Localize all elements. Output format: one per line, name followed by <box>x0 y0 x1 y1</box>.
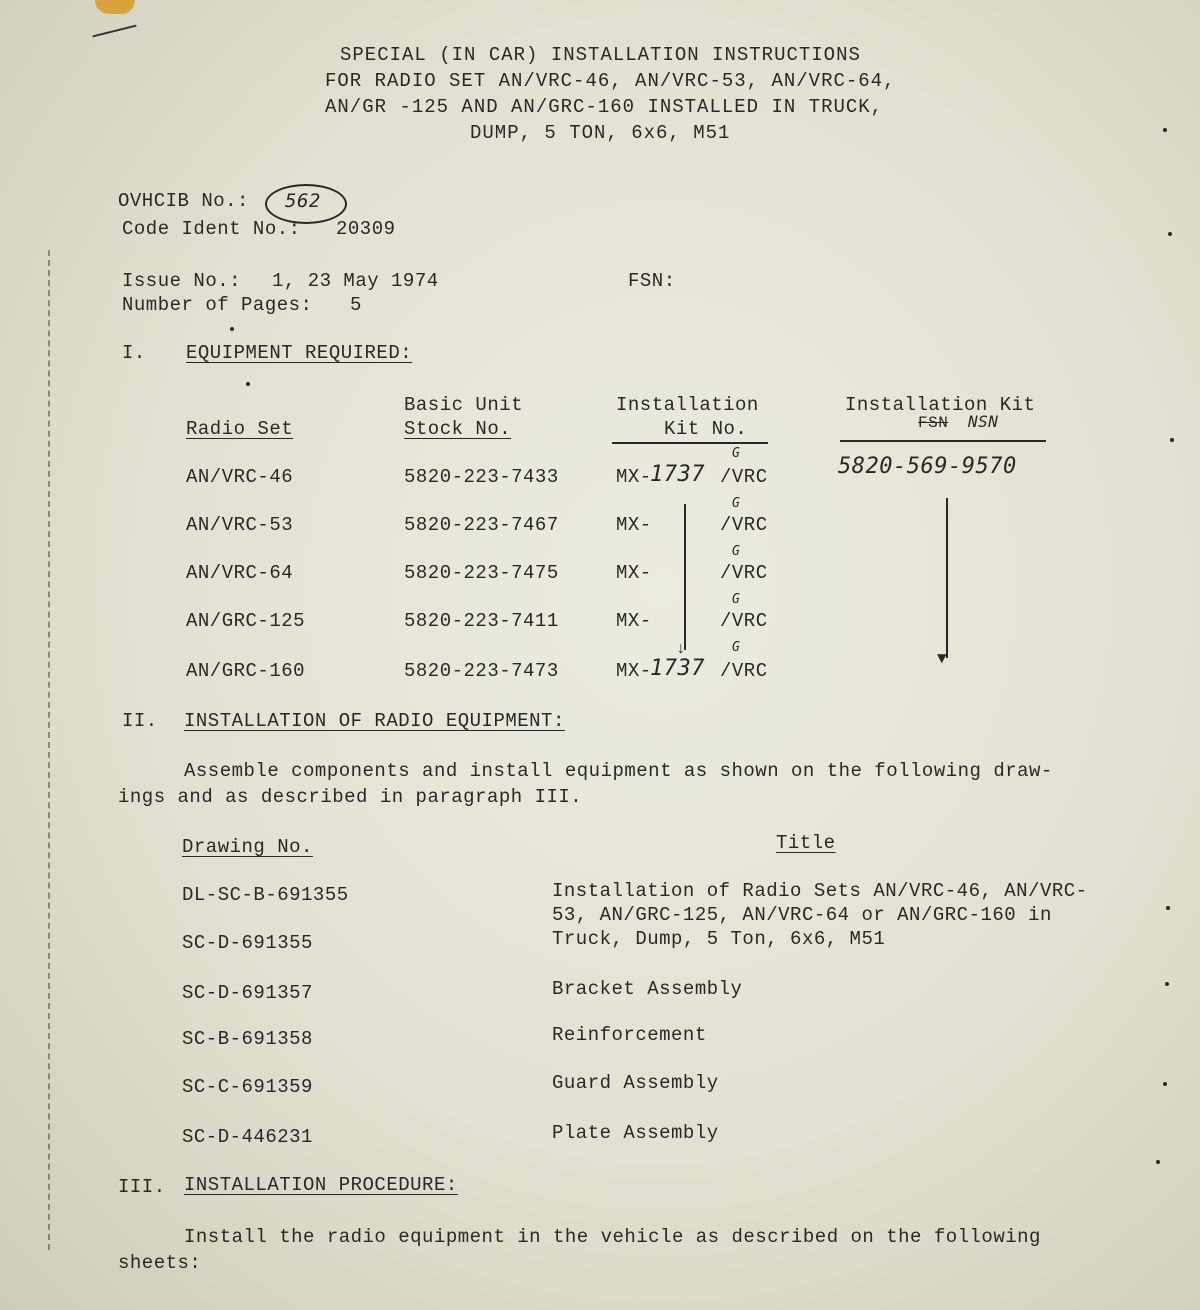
fsn-label: FSN: <box>628 270 676 292</box>
section-2-para-line-2: ings and as described in paragraph III. <box>118 786 583 808</box>
row-4-stock: 5820-223-7411 <box>404 610 559 632</box>
col-kit-no: Kit No. <box>664 418 748 440</box>
section-1-number: I. <box>122 342 146 364</box>
row-3-kit-prefix: MX- <box>616 562 652 584</box>
header-line-1: SPECIAL (IN CAR) INSTALLATION INSTRUCTIONS <box>340 44 861 66</box>
ovhcib-label: OVHCIB No.: <box>118 190 249 212</box>
drawing-4-title: Reinforcement <box>552 1024 707 1046</box>
margin-guide-line <box>48 250 50 1250</box>
ditto-arrow-kit <box>684 504 686 650</box>
row-1-g-mark: G <box>732 446 741 461</box>
col-installation: Installation <box>616 394 759 416</box>
section-3-number: III. <box>118 1176 166 1198</box>
col-radio-set: Radio Set <box>186 418 294 440</box>
speck <box>230 327 234 331</box>
row-1-kit-prefix: MX- <box>616 466 652 488</box>
row-4-kit-prefix: MX- <box>616 610 652 632</box>
col-drawing-no: Drawing No. <box>182 836 313 858</box>
underline-kit-no <box>612 442 768 444</box>
row-3-g-mark: G <box>732 544 741 559</box>
col-installation-kit: Installation Kit <box>845 394 1036 416</box>
speck <box>1165 982 1169 986</box>
speck <box>1163 1082 1167 1086</box>
row-4-kit-suffix: /VRC <box>720 610 768 632</box>
section-3-para-line-2: sheets: <box>118 1252 202 1274</box>
speck <box>1170 438 1174 442</box>
row-5-g-mark: G <box>732 640 741 655</box>
section-1-title: EQUIPMENT REQUIRED: <box>186 342 413 364</box>
row-1-kit-handwritten: 1737 <box>650 462 705 487</box>
drawing-6: SC-D-446231 <box>182 1126 313 1148</box>
row-5-kit-suffix: /VRC <box>720 660 768 682</box>
col-stock-no: Stock No. <box>404 418 512 440</box>
row-3-stock: 5820-223-7475 <box>404 562 559 584</box>
header-line-4: DUMP, 5 TON, 6x6, M51 <box>470 122 731 144</box>
section-2-title: INSTALLATION OF RADIO EQUIPMENT: <box>184 710 565 732</box>
kit-nsn-handwritten: 5820-569-9570 <box>838 454 1017 479</box>
drawing-5: SC-C-691359 <box>182 1076 313 1098</box>
drawing-title-line-1: Installation of Radio Sets AN/VRC-46, AN/VRC- <box>552 880 1088 902</box>
col-fsn-struck: FSN <box>918 414 949 432</box>
row-2-kit-suffix: /VRC <box>720 514 768 536</box>
ditto-arrowhead-kit: ↓ <box>676 640 686 658</box>
row-3-kit-suffix: /VRC <box>720 562 768 584</box>
row-1-kit-suffix: /VRC <box>720 466 768 488</box>
drawing-2: SC-D-691355 <box>182 932 313 954</box>
row-5-kit-handwritten: 1737 <box>650 656 705 681</box>
header-line-2: FOR RADIO SET AN/VRC-46, AN/VRC-53, AN/VRC-64, <box>325 70 896 92</box>
drawing-title-line-2: 53, AN/GRC-125, AN/VRC-64 or AN/GRC-160 in <box>552 904 1052 926</box>
row-3-radio: AN/VRC-64 <box>186 562 294 584</box>
ditto-arrow-nsn <box>946 498 948 658</box>
row-5-kit-prefix: MX- <box>616 660 652 682</box>
row-2-g-mark: G <box>732 496 741 511</box>
code-ident-label: Code Ident No.: <box>122 218 301 240</box>
drawing-4: SC-B-691358 <box>182 1028 313 1050</box>
pages-label: Number of Pages: <box>122 294 313 316</box>
speck <box>1168 232 1172 236</box>
row-2-stock: 5820-223-7467 <box>404 514 559 536</box>
speck <box>1166 906 1170 910</box>
col-title: Title <box>776 832 836 854</box>
pages-value: 5 <box>350 294 362 316</box>
issue-label: Issue No.: <box>122 270 242 292</box>
underline-installation-kit <box>840 440 1046 442</box>
drawing-1: DL-SC-B-691355 <box>182 884 349 906</box>
row-4-g-mark: G <box>732 592 741 607</box>
section-3-title: INSTALLATION PROCEDURE: <box>184 1174 458 1196</box>
row-5-radio: AN/GRC-160 <box>186 660 306 682</box>
drawing-3: SC-D-691357 <box>182 982 313 1004</box>
pen-mark <box>92 25 136 38</box>
ditto-arrowhead-nsn: ▼ <box>937 650 947 668</box>
row-2-radio: AN/VRC-53 <box>186 514 294 536</box>
row-5-stock: 5820-223-7473 <box>404 660 559 682</box>
row-1-radio: AN/VRC-46 <box>186 466 294 488</box>
speck <box>1156 1160 1160 1164</box>
ovhcib-value: 562 <box>285 190 321 212</box>
drawing-3-title: Bracket Assembly <box>552 978 743 1000</box>
drawing-title-line-3: Truck, Dump, 5 Ton, 6x6, M51 <box>552 928 886 950</box>
col-basic-unit: Basic Unit <box>404 394 524 416</box>
issue-value: 1, 23 May 1974 <box>272 270 439 292</box>
drawing-5-title: Guard Assembly <box>552 1072 719 1094</box>
row-1-stock: 5820-223-7433 <box>404 466 559 488</box>
stain-mark <box>95 0 135 14</box>
col-nsn-handwritten: NSN <box>968 412 999 431</box>
drawing-6-title: Plate Assembly <box>552 1122 719 1144</box>
speck <box>246 382 250 386</box>
section-2-para-line-1: Assemble components and install equipment as shown on the following draw- <box>184 760 1053 782</box>
section-2-number: II. <box>122 710 158 732</box>
row-4-radio: AN/GRC-125 <box>186 610 306 632</box>
header-line-3: AN/GR -125 AND AN/GRC-160 INSTALLED IN TRUCK, <box>325 96 884 118</box>
row-2-kit-prefix: MX- <box>616 514 652 536</box>
speck <box>1163 128 1167 132</box>
code-ident-value: 20309 <box>336 218 396 240</box>
section-3-para-line-1: Install the radio equipment in the vehicle as described on the following <box>184 1226 1041 1248</box>
